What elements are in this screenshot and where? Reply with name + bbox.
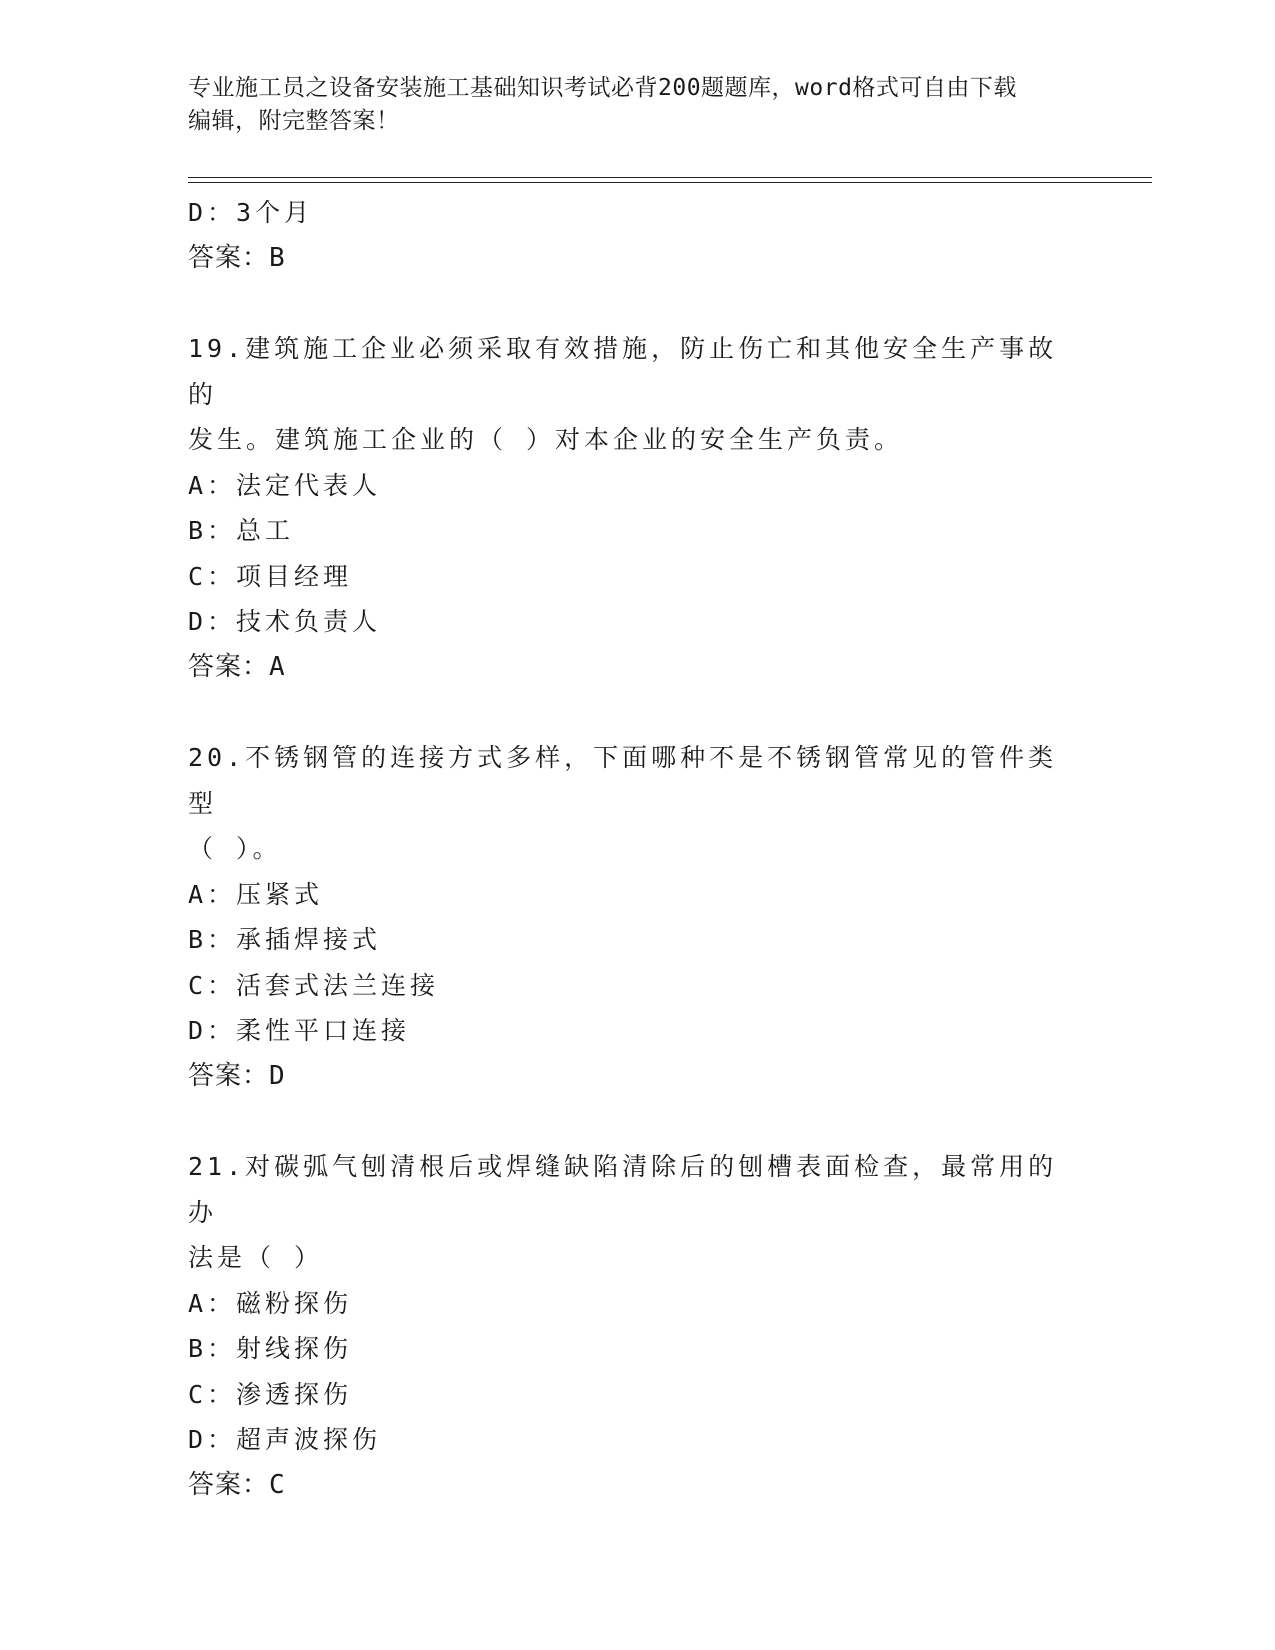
question-stem-line-1: 20.不锈钢管的连接方式多样，下面哪种不是不锈钢管常见的管件类型	[188, 743, 1058, 818]
previous-question-tail	[188, 190, 1088, 281]
option-b: B：总工	[188, 516, 295, 545]
answer-label: 答案：	[188, 1469, 270, 1500]
answer-value: C	[269, 1469, 286, 1500]
option-d: D：技术负责人	[188, 607, 382, 636]
answer-label: 答案：	[188, 651, 270, 682]
option-c: C：项目经理	[188, 561, 353, 591]
option-a: A：法定代表人	[188, 470, 382, 500]
answer-label: 答案：	[188, 242, 270, 273]
option-d: D：超声波探伤	[188, 1425, 382, 1454]
question-stem-line-2: 法是（ ）	[188, 1243, 324, 1272]
question-list	[188, 190, 1088, 1508]
answer-line	[188, 1054, 1088, 1100]
question-stem	[188, 735, 1078, 872]
question-stem	[188, 326, 1078, 463]
question-stem-line-2: （ ）。	[188, 834, 282, 863]
header-divider-top	[188, 177, 1152, 178]
option-c: C：活套式法兰连接	[188, 970, 440, 1000]
option-c: C：渗透探伤	[188, 1379, 353, 1409]
answer-line	[188, 236, 1088, 282]
header-title-line-1: 专业施工员之设备安装施工基础知识考试必背200题题库，word格式可自由下载	[188, 75, 1017, 101]
option-a: A：磁粉探伤	[188, 1288, 353, 1318]
answer-line	[188, 1463, 1088, 1509]
answer-label: 答案：	[188, 1060, 270, 1091]
document-header	[188, 72, 1068, 138]
question-stem-line-2: 发生。建筑施工企业的（ ）对本企业的安全生产负责。	[188, 425, 904, 454]
option-b: B：承插焊接式	[188, 925, 382, 954]
question-stem	[188, 1144, 1078, 1281]
option-a: A：压紧式	[188, 879, 324, 909]
answer-value: D	[269, 1060, 286, 1091]
question-stem-line-1: 19.建筑施工企业必须采取有效措施，防止伤亡和其他安全生产事故的	[188, 334, 1058, 409]
answer-value: A	[269, 651, 286, 682]
answer-value: B	[269, 242, 286, 273]
option-b: B：射线探伤	[188, 1334, 353, 1363]
question-21	[188, 1144, 1088, 1508]
answer-line	[188, 645, 1088, 691]
option-d: D：3个月	[188, 198, 314, 227]
question-stem-line-1: 21.对碳弧气刨清根后或焊缝缺陷清除后的刨槽表面检查，最常用的办	[188, 1152, 1058, 1227]
question-20	[188, 735, 1088, 1099]
question-19	[188, 326, 1088, 690]
option-d: D：柔性平口连接	[188, 1016, 411, 1045]
header-title-line-2: 编辑，附完整答案！	[188, 108, 400, 134]
header-divider-bottom	[188, 182, 1152, 183]
